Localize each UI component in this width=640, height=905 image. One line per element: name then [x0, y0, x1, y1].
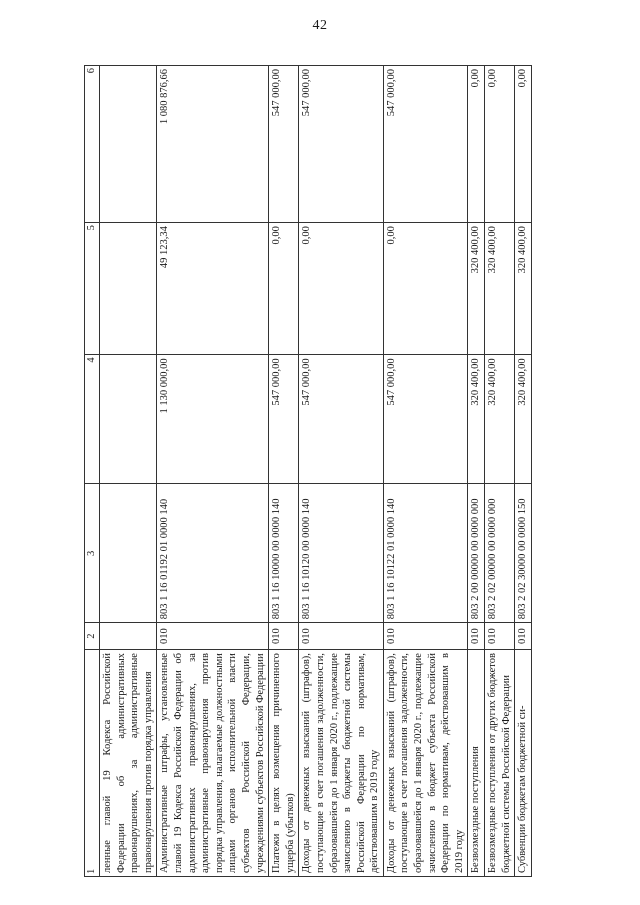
row-remainder: 547 000,00	[299, 66, 384, 223]
row-executed: 0,00	[299, 223, 384, 355]
table-row	[515, 66, 532, 877]
rotated-table-container	[84, 65, 617, 877]
row-code: 010	[515, 623, 532, 650]
row-executed: 320 400,00	[485, 223, 515, 355]
row-code: 010	[383, 623, 468, 650]
row-name: Доходы от денежных взысканий (штрафов), поступающие в счет погашения задолженности, образовавшейся до 1 января 2020 г., подлежащие зачислению в бюджет субъекта Российской Федерации по нормативам, действовавшим в 2019 году	[383, 650, 468, 877]
header-col-5: 5	[85, 223, 100, 355]
row-kbk: 803 2 02 00000 00 0000 000	[485, 484, 515, 623]
row-kbk: 803 1 16 10120 00 0000 140	[299, 484, 384, 623]
row-remainder: 0,00	[515, 66, 532, 223]
row-kbk: 803 2 00 00000 00 0000 000	[468, 484, 485, 623]
row-executed: 0,00	[269, 223, 299, 355]
row-remainder: 547 000,00	[383, 66, 468, 223]
row-executed: 0,00	[383, 223, 468, 355]
row-plan: 547 000,00	[269, 355, 299, 484]
table-row	[485, 66, 515, 877]
row-name: Платежи в целях возмещения причиненного ущерба (убытков)	[269, 650, 299, 877]
header-col-4: 4	[85, 355, 100, 484]
row-code: 010	[299, 623, 384, 650]
row-executed: 320 400,00	[468, 223, 485, 355]
row-code: 010	[157, 623, 269, 650]
row-kbk	[100, 484, 157, 623]
row-plan: 1 130 000,00	[157, 355, 269, 484]
row-code: 010	[468, 623, 485, 650]
row-kbk: 803 1 16 10122 01 0000 140	[383, 484, 468, 623]
row-kbk: 803 1 16 01192 01 0000 140	[157, 484, 269, 623]
row-name: Административные штрафы, установленные главой 19 Кодекса Российской Федерации об административных правонарушениях, за административные правонарушения против порядка управления, налагаемые должностными лицами органов исполнительной власти субъектов Российской Федерации, учреждениями субъектов Российской Федерации	[157, 650, 269, 877]
row-remainder: 0,00	[468, 66, 485, 223]
table-row	[299, 66, 384, 877]
row-executed	[100, 223, 157, 355]
row-remainder: 0,00	[485, 66, 515, 223]
row-remainder: 547 000,00	[269, 66, 299, 223]
page-number: 42	[312, 18, 328, 33]
table-row	[383, 66, 468, 877]
row-name: Субвенции бюджетам бюджетной си-	[515, 650, 532, 877]
row-remainder	[100, 66, 157, 223]
row-remainder: 1 080 876,66	[157, 66, 269, 223]
header-col-2: 2	[85, 623, 100, 650]
header-col-3: 3	[85, 484, 100, 623]
row-plan: 320 400,00	[515, 355, 532, 484]
row-plan: 547 000,00	[299, 355, 384, 484]
row-kbk: 803 2 02 30000 00 0000 150	[515, 484, 532, 623]
row-plan: 320 400,00	[485, 355, 515, 484]
table-row	[468, 66, 485, 877]
table-row	[100, 66, 157, 877]
row-plan: 320 400,00	[468, 355, 485, 484]
table-header-row	[85, 66, 100, 877]
header-col-1: 1	[85, 650, 100, 877]
row-name: Доходы от денежных взысканий (штрафов), поступающие в счет погашения задолженности, образовавшейся до 1 января 2020 г., подлежащие зачислению в бюджеты бюджетной системы Российской Федерации по нормативам, действовавшим в 2019 году	[299, 650, 384, 877]
table-row	[269, 66, 299, 877]
table-row	[157, 66, 269, 877]
row-plan: 547 000,00	[383, 355, 468, 484]
row-executed: 49 123,34	[157, 223, 269, 355]
row-name: Безвозмездные поступления от других бюджетов бюджетной системы Российской Федерации	[485, 650, 515, 877]
row-code: 010	[269, 623, 299, 650]
row-plan	[100, 355, 157, 484]
row-code	[100, 623, 157, 650]
row-kbk: 803 1 16 10000 00 0000 140	[269, 484, 299, 623]
row-code: 010	[485, 623, 515, 650]
row-name: ленные главой 19 Кодекса Российской Федерации об административных правонарушениях, за административные правонарушения против порядка управления	[100, 650, 157, 877]
header-col-6: 6	[85, 66, 100, 223]
row-name: Безвозмездные поступления	[468, 650, 485, 877]
row-executed: 320 400,00	[515, 223, 532, 355]
income-table	[84, 65, 532, 877]
